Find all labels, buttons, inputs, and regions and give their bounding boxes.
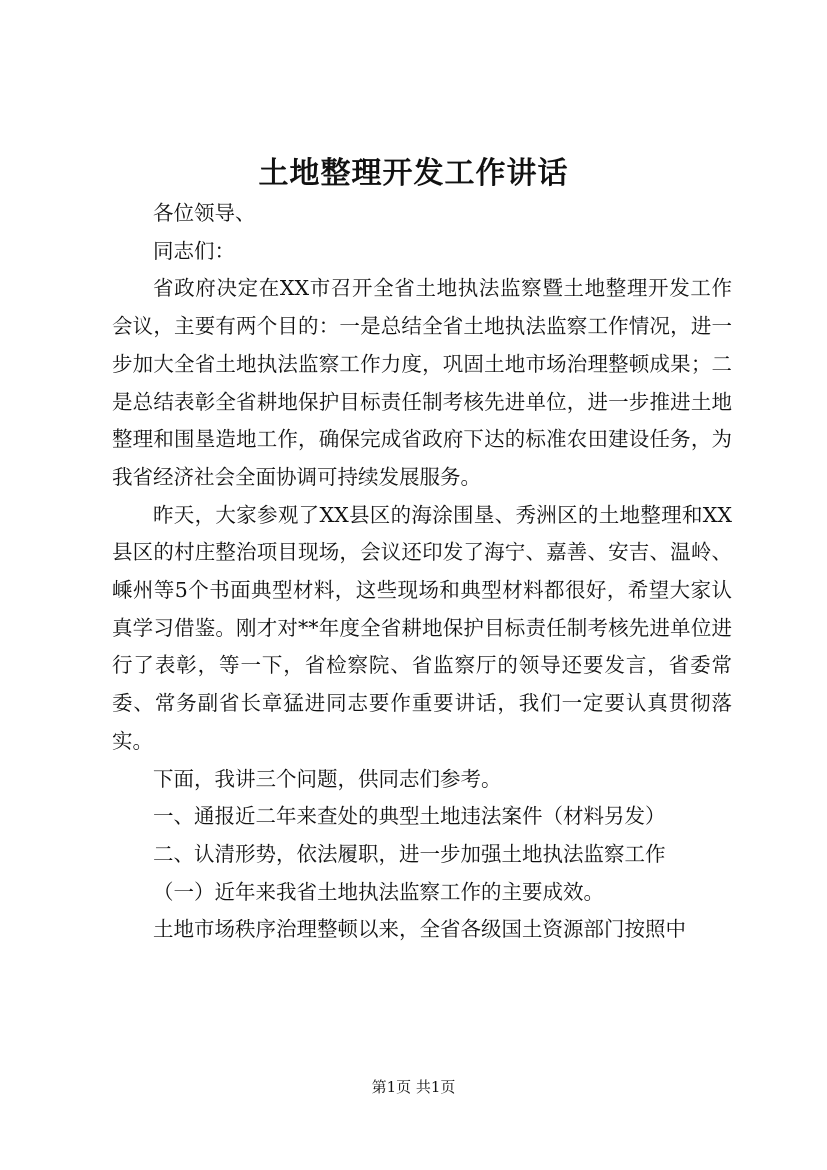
paragraph-intro-issues: 下面，我讲三个问题，供同志们参考。 xyxy=(153,766,502,791)
paragraph-meeting-purpose: 省政府决定在XX市召开全省土地执法监察暨土地整理开发工作会议，主要有两个目的：一是总结全省土地执法监察工作情况，进一步加大全省土地执法监察工作力度，巩固土地市场治理整顿成果；二是总结表彰全省耕地保护目标责任制考核先进单位，进一步推进土地整理和围垦造地工作，确保完成省政府下达的标准农田建设任务，为我省经济社会全面协调可持续发展服务。 xyxy=(112,276,732,489)
paragraph-site-visit: 昨天，大家参观了XX县区的海涂围垦、秀洲区的土地整理和XX县区的村庄整治项目现场，会议还印发了海宁、嘉善、安吉、温岭、嵊州等5个书面典型材料，这些现场和典型材料都很好，希望大家认真学习借鉴。刚才对**年度全省耕地保护目标责任制考核先进单位进行了表彰，等一下，省检察院、省监察厅的领导还要发言，省委常委、常务副省长章猛进同志要作重要讲话，我们一定要认真贯彻落实。 xyxy=(112,502,732,753)
section-heading-one: 一、通报近二年来查处的典型土地违法案件（材料另发） xyxy=(153,804,666,829)
document-title: 土地整理开发工作讲话 xyxy=(258,156,569,191)
page-footer: 第1页 共1页 xyxy=(371,1078,456,1096)
salutation-leaders: 各位领导、 xyxy=(153,201,256,225)
section-heading-two: 二、认清形势，依法履职，进一步加强土地执法监察工作 xyxy=(153,841,666,866)
subsection-heading-one: （一）近年来我省土地执法监察工作的主要成效。 xyxy=(153,879,604,904)
paragraph-market-order: 土地市场秩序治理整顿以来，全省各级国土资源部门按照中 xyxy=(153,917,686,942)
document-body xyxy=(112,195,732,949)
salutation-comrades: 同志们： xyxy=(153,238,235,263)
